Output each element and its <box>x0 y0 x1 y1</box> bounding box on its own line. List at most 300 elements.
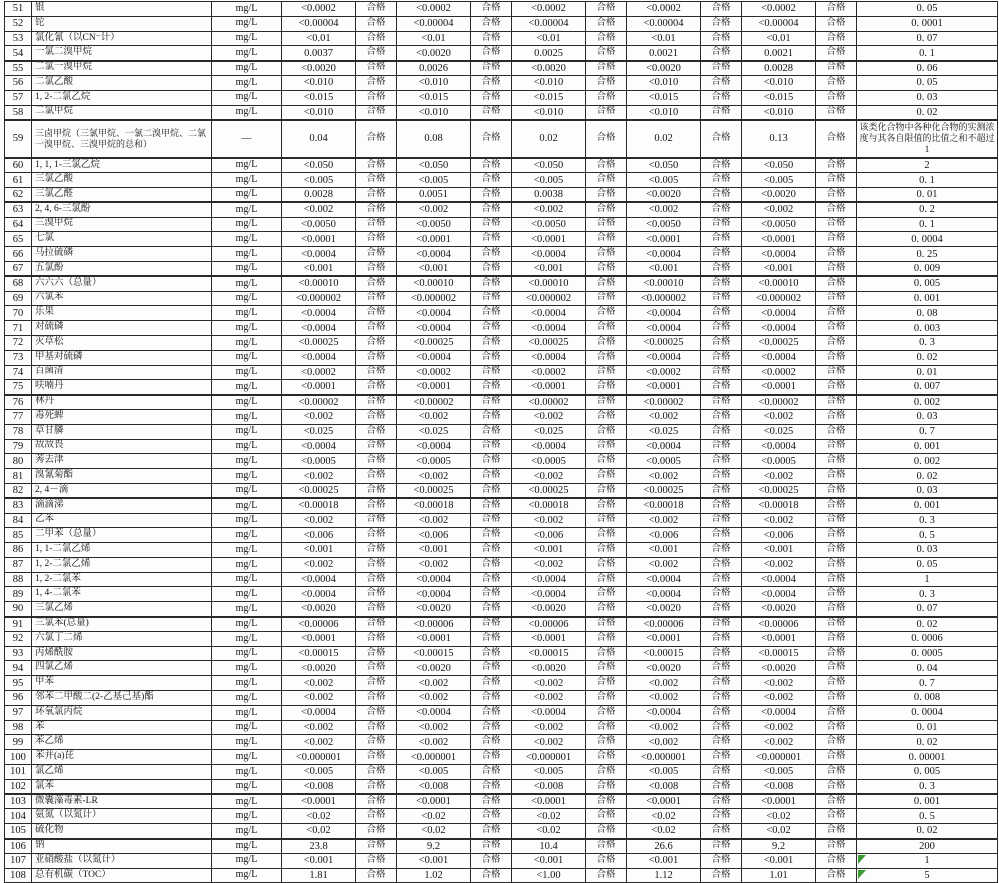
pass-result-cell: 合格 <box>701 365 742 380</box>
measured-value-cell: 0.02 <box>627 120 701 158</box>
measured-value-cell: <0.00002 <box>282 395 356 410</box>
pass-result-cell: 合格 <box>471 587 512 602</box>
unit-cell: mg/L <box>212 853 282 868</box>
pass-result-cell: 合格 <box>701 261 742 276</box>
pass-result-cell: 合格 <box>701 16 742 31</box>
pass-result-cell: 合格 <box>701 853 742 868</box>
measured-value-cell: 0.0026 <box>397 61 471 76</box>
measured-value-cell: 0.0051 <box>397 187 471 202</box>
pass-result-cell: 合格 <box>356 691 397 706</box>
pass-result-cell: 合格 <box>816 409 857 424</box>
measured-value-cell: <0.00004 <box>512 16 586 31</box>
row-number-cell: 103 <box>5 794 32 809</box>
measured-value-cell: <0.0004 <box>512 321 586 336</box>
measured-value-cell: <0.0004 <box>397 439 471 454</box>
limit-value-cell: 0. 3 <box>857 513 998 528</box>
measured-value-cell: <0.0004 <box>742 321 816 336</box>
parameter-name-cell: 2, 4－滴 <box>32 483 212 498</box>
pass-result-cell: 合格 <box>356 735 397 750</box>
measured-value-cell: <0.01 <box>397 31 471 46</box>
measured-value-cell: <0.001 <box>627 261 701 276</box>
parameter-name-cell: 四氯乙烯 <box>32 661 212 676</box>
parameter-name-cell: 1, 1-二氯乙烯 <box>32 543 212 558</box>
parameter-name-cell: 微囊藻毒素-LR <box>32 794 212 809</box>
limit-value-cell: 0. 02 <box>857 617 998 632</box>
measured-value-cell: <0.0050 <box>627 217 701 232</box>
limit-value-cell: 0. 007 <box>857 380 998 395</box>
unit-cell: mg/L <box>212 779 282 794</box>
pass-result-cell: 合格 <box>471 691 512 706</box>
measured-value-cell: <0.000001 <box>512 750 586 765</box>
pass-result-cell: 合格 <box>816 306 857 321</box>
measured-value-cell: <0.002 <box>627 735 701 750</box>
table-row <box>5 75 998 90</box>
measured-value-cell: <0.02 <box>282 824 356 839</box>
measured-value-cell: <0.000002 <box>397 291 471 306</box>
pass-result-cell: 合格 <box>471 469 512 484</box>
pass-result-cell: 合格 <box>701 483 742 498</box>
measured-value-cell: <0.002 <box>512 409 586 424</box>
parameter-name-cell: 一氯二溴甲烷 <box>32 46 212 61</box>
measured-value-cell: <0.0001 <box>512 794 586 809</box>
measured-value-cell: <0.001 <box>742 543 816 558</box>
parameter-name-cell: 铊 <box>32 16 212 31</box>
parameter-name-cell: 三卤甲烷（三氯甲烷、一氯二溴甲烷、二氯一溴甲烷、三溴甲烷的总和） <box>32 120 212 158</box>
pass-result-cell: 合格 <box>471 187 512 202</box>
pass-result-cell: 合格 <box>586 158 627 173</box>
limit-value-cell: 0. 01 <box>857 187 998 202</box>
pass-result-cell: 合格 <box>586 409 627 424</box>
measured-value-cell: <1.00 <box>512 868 586 883</box>
row-number-cell: 102 <box>5 779 32 794</box>
limit-value-cell: 0. 0006 <box>857 631 998 646</box>
table-row <box>5 750 998 765</box>
table-row <box>5 120 998 158</box>
pass-result-cell: 合格 <box>356 261 397 276</box>
pass-result-cell: 合格 <box>586 809 627 824</box>
measured-value-cell: <0.0020 <box>742 661 816 676</box>
pass-result-cell: 合格 <box>816 765 857 780</box>
measured-value-cell: <0.00010 <box>627 276 701 291</box>
measured-value-cell: <0.002 <box>627 202 701 217</box>
pass-result-cell: 合格 <box>356 572 397 587</box>
measured-value-cell: <0.002 <box>742 720 816 735</box>
pass-result-cell: 合格 <box>816 676 857 691</box>
measured-value-cell: <0.00010 <box>397 276 471 291</box>
limit-value-cell: 0. 05 <box>857 75 998 90</box>
row-number-cell: 77 <box>5 409 32 424</box>
table-row <box>5 61 998 76</box>
pass-result-cell: 合格 <box>701 513 742 528</box>
table-row <box>5 439 998 454</box>
measured-value-cell: <0.00006 <box>742 617 816 632</box>
row-number-cell: 51 <box>5 2 32 17</box>
pass-result-cell: 合格 <box>471 483 512 498</box>
parameter-name-cell: 苯乙烯 <box>32 735 212 750</box>
unit-cell: mg/L <box>212 424 282 439</box>
row-number-cell: 55 <box>5 61 32 76</box>
measured-value-cell: <0.02 <box>512 824 586 839</box>
pass-result-cell: 合格 <box>471 528 512 543</box>
measured-value-cell: <0.0001 <box>512 631 586 646</box>
table-row <box>5 661 998 676</box>
measured-value-cell: <0.00025 <box>627 335 701 350</box>
pass-result-cell: 合格 <box>816 202 857 217</box>
excel-error-marker-icon <box>858 870 866 879</box>
measured-value-cell: <0.010 <box>627 105 701 120</box>
measured-value-cell: <0.0004 <box>397 572 471 587</box>
measured-value-cell: <0.000002 <box>282 291 356 306</box>
parameter-name-cell: 滴滴涕 <box>32 498 212 513</box>
row-number-cell: 105 <box>5 824 32 839</box>
pass-result-cell: 合格 <box>471 661 512 676</box>
measured-value-cell: <0.00025 <box>282 483 356 498</box>
measured-value-cell: <0.0020 <box>282 661 356 676</box>
pass-result-cell: 合格 <box>701 765 742 780</box>
measured-value-cell: <0.002 <box>512 676 586 691</box>
pass-result-cell: 合格 <box>356 779 397 794</box>
pass-result-cell: 合格 <box>471 572 512 587</box>
pass-result-cell: 合格 <box>471 350 512 365</box>
measured-value-cell: <0.002 <box>742 557 816 572</box>
row-number-cell: 75 <box>5 380 32 395</box>
unit-cell: mg/L <box>212 469 282 484</box>
unit-cell: mg/L <box>212 720 282 735</box>
pass-result-cell: 合格 <box>701 439 742 454</box>
pass-result-cell: 合格 <box>701 839 742 854</box>
measured-value-cell: <0.00004 <box>627 16 701 31</box>
measured-value-cell: <0.0020 <box>282 61 356 76</box>
measured-value-cell: <0.0020 <box>397 602 471 617</box>
pass-result-cell: 合格 <box>471 247 512 262</box>
parameter-name-cell: 苯并(a)芘 <box>32 750 212 765</box>
table-row <box>5 824 998 839</box>
pass-result-cell: 合格 <box>701 158 742 173</box>
limit-value-cell: 1 <box>857 853 998 868</box>
pass-result-cell: 合格 <box>586 90 627 105</box>
pass-result-cell: 合格 <box>816 232 857 247</box>
measured-value-cell: <0.0004 <box>627 705 701 720</box>
row-number-cell: 87 <box>5 557 32 572</box>
table-row <box>5 261 998 276</box>
parameter-name-cell: 苯 <box>32 720 212 735</box>
parameter-name-cell: 敌敌畏 <box>32 439 212 454</box>
pass-result-cell: 合格 <box>701 350 742 365</box>
measured-value-cell: <0.0020 <box>742 602 816 617</box>
table-row <box>5 380 998 395</box>
measured-value-cell: <0.01 <box>742 31 816 46</box>
measured-value-cell: <0.0002 <box>627 2 701 17</box>
table-row <box>5 90 998 105</box>
parameter-name-cell: 硫化物 <box>32 824 212 839</box>
unit-cell: mg/L <box>212 409 282 424</box>
pass-result-cell: 合格 <box>701 335 742 350</box>
table-row <box>5 646 998 661</box>
table-row <box>5 187 998 202</box>
row-number-cell: 89 <box>5 587 32 602</box>
pass-result-cell: 合格 <box>701 794 742 809</box>
pass-result-cell: 合格 <box>356 587 397 602</box>
measured-value-cell: <0.010 <box>512 105 586 120</box>
pass-result-cell: 合格 <box>471 557 512 572</box>
pass-result-cell: 合格 <box>586 602 627 617</box>
measured-value-cell: <0.01 <box>282 31 356 46</box>
limit-value-cell: 0. 002 <box>857 395 998 410</box>
measured-value-cell: <0.0002 <box>627 365 701 380</box>
measured-value-cell: <0.00015 <box>282 646 356 661</box>
pass-result-cell: 合格 <box>701 424 742 439</box>
pass-result-cell: 合格 <box>586 528 627 543</box>
pass-result-cell: 合格 <box>816 321 857 336</box>
unit-cell: mg/L <box>212 765 282 780</box>
row-number-cell: 70 <box>5 306 32 321</box>
pass-result-cell: 合格 <box>701 705 742 720</box>
measured-value-cell: <0.0001 <box>742 631 816 646</box>
row-number-cell: 108 <box>5 868 32 883</box>
measured-value-cell: <0.00006 <box>397 617 471 632</box>
pass-result-cell: 合格 <box>586 261 627 276</box>
measured-value-cell: <0.00025 <box>512 335 586 350</box>
pass-result-cell: 合格 <box>356 853 397 868</box>
pass-result-cell: 合格 <box>471 809 512 824</box>
row-number-cell: 72 <box>5 335 32 350</box>
pass-result-cell: 合格 <box>356 217 397 232</box>
measured-value-cell: <0.001 <box>742 261 816 276</box>
pass-result-cell: 合格 <box>356 90 397 105</box>
pass-result-cell: 合格 <box>586 217 627 232</box>
pass-result-cell: 合格 <box>471 750 512 765</box>
measured-value-cell: <0.015 <box>282 90 356 105</box>
row-number-cell: 61 <box>5 173 32 188</box>
limit-value-cell: 0. 02 <box>857 735 998 750</box>
pass-result-cell: 合格 <box>701 232 742 247</box>
limit-value-cell: 0. 001 <box>857 291 998 306</box>
unit-cell: mg/L <box>212 498 282 513</box>
limit-value-cell: 0. 0001 <box>857 16 998 31</box>
table-row <box>5 232 998 247</box>
measured-value-cell: <0.005 <box>742 173 816 188</box>
measured-value-cell: <0.0001 <box>282 380 356 395</box>
pass-result-cell: 合格 <box>586 691 627 706</box>
pass-result-cell: 合格 <box>586 661 627 676</box>
measured-value-cell: <0.0020 <box>627 602 701 617</box>
pass-result-cell: 合格 <box>356 424 397 439</box>
pass-result-cell: 合格 <box>356 2 397 17</box>
parameter-name-cell: 总有机碳（TOC） <box>32 868 212 883</box>
pass-result-cell: 合格 <box>816 646 857 661</box>
unit-cell: mg/L <box>212 173 282 188</box>
pass-result-cell: 合格 <box>356 187 397 202</box>
parameter-name-cell: 溴氰菊酯 <box>32 469 212 484</box>
pass-result-cell: 合格 <box>356 247 397 262</box>
pass-result-cell: 合格 <box>586 202 627 217</box>
unit-cell: mg/L <box>212 676 282 691</box>
pass-result-cell: 合格 <box>816 365 857 380</box>
measured-value-cell: <0.010 <box>397 105 471 120</box>
table-row <box>5 572 998 587</box>
limit-value-cell: 0. 001 <box>857 498 998 513</box>
parameter-name-cell: 六六六（总量） <box>32 276 212 291</box>
pass-result-cell: 合格 <box>586 454 627 469</box>
table-row <box>5 839 998 854</box>
measured-value-cell: <0.0001 <box>397 380 471 395</box>
measured-value-cell: <0.0005 <box>397 454 471 469</box>
pass-result-cell: 合格 <box>586 380 627 395</box>
measured-value-cell: <0.00018 <box>397 498 471 513</box>
measured-value-cell: <0.00002 <box>397 395 471 410</box>
pass-result-cell: 合格 <box>586 46 627 61</box>
measured-value-cell: <0.0004 <box>397 587 471 602</box>
limit-value-cell: 5 <box>857 868 998 883</box>
measured-value-cell: <0.0005 <box>627 454 701 469</box>
pass-result-cell: 合格 <box>356 469 397 484</box>
pass-result-cell: 合格 <box>701 31 742 46</box>
measured-value-cell: <0.001 <box>282 853 356 868</box>
limit-value-cell: 0. 003 <box>857 321 998 336</box>
pass-result-cell: 合格 <box>701 646 742 661</box>
measured-value-cell: <0.000001 <box>282 750 356 765</box>
row-number-cell: 88 <box>5 572 32 587</box>
measured-value-cell: <0.010 <box>282 105 356 120</box>
unit-cell: mg/L <box>212 2 282 17</box>
limit-value-cell: 200 <box>857 839 998 854</box>
table-row <box>5 16 998 31</box>
row-number-cell: 60 <box>5 158 32 173</box>
pass-result-cell: 合格 <box>586 646 627 661</box>
pass-result-cell: 合格 <box>356 335 397 350</box>
unit-cell: mg/L <box>212 735 282 750</box>
pass-result-cell: 合格 <box>816 335 857 350</box>
measured-value-cell: <0.0005 <box>742 454 816 469</box>
measured-value-cell: <0.002 <box>282 469 356 484</box>
measured-value-cell: <0.00025 <box>512 483 586 498</box>
measured-value-cell: <0.0020 <box>742 187 816 202</box>
row-number-cell: 67 <box>5 261 32 276</box>
limit-value-cell: 0. 03 <box>857 90 998 105</box>
pass-result-cell: 合格 <box>816 602 857 617</box>
row-number-cell: 93 <box>5 646 32 661</box>
row-number-cell: 83 <box>5 498 32 513</box>
unit-cell: mg/L <box>212 691 282 706</box>
pass-result-cell: 合格 <box>471 779 512 794</box>
measured-value-cell: <0.001 <box>512 853 586 868</box>
pass-result-cell: 合格 <box>586 765 627 780</box>
unit-cell: mg/L <box>212 158 282 173</box>
pass-result-cell: 合格 <box>586 439 627 454</box>
measured-value-cell: <0.00025 <box>627 483 701 498</box>
pass-result-cell: 合格 <box>471 61 512 76</box>
measured-value-cell: <0.0002 <box>282 2 356 17</box>
pass-result-cell: 合格 <box>701 173 742 188</box>
table-row <box>5 291 998 306</box>
pass-result-cell: 合格 <box>471 232 512 247</box>
table-row <box>5 2 998 17</box>
pass-result-cell: 合格 <box>816 691 857 706</box>
pass-result-cell: 合格 <box>816 853 857 868</box>
measured-value-cell: <0.000002 <box>512 291 586 306</box>
pass-result-cell: 合格 <box>356 31 397 46</box>
measured-value-cell: <0.0004 <box>512 705 586 720</box>
pass-result-cell: 合格 <box>816 173 857 188</box>
measured-value-cell: <0.002 <box>627 513 701 528</box>
pass-result-cell: 合格 <box>356 528 397 543</box>
unit-cell: mg/L <box>212 31 282 46</box>
row-number-cell: 100 <box>5 750 32 765</box>
row-number-cell: 76 <box>5 395 32 410</box>
row-number-cell: 99 <box>5 735 32 750</box>
measured-value-cell: <0.002 <box>397 720 471 735</box>
parameter-name-cell: 1, 2-二氯乙烷 <box>32 90 212 105</box>
unit-cell: mg/L <box>212 232 282 247</box>
measured-value-cell: <0.0004 <box>282 439 356 454</box>
pass-result-cell: 合格 <box>816 661 857 676</box>
measured-value-cell: <0.0004 <box>282 321 356 336</box>
parameter-name-cell: 乙苯 <box>32 513 212 528</box>
pass-result-cell: 合格 <box>356 439 397 454</box>
measured-value-cell: 10.4 <box>512 839 586 854</box>
measured-value-cell: <0.015 <box>742 90 816 105</box>
measured-value-cell: <0.002 <box>282 720 356 735</box>
pass-result-cell: 合格 <box>816 720 857 735</box>
pass-result-cell: 合格 <box>586 321 627 336</box>
pass-result-cell: 合格 <box>356 543 397 558</box>
limit-value-cell: 0. 7 <box>857 424 998 439</box>
measured-value-cell: 0.0021 <box>627 46 701 61</box>
results-table-body <box>5 2 998 883</box>
pass-result-cell: 合格 <box>701 528 742 543</box>
measured-value-cell: <0.005 <box>397 173 471 188</box>
measured-value-cell: 0.02 <box>512 120 586 158</box>
table-row <box>5 173 998 188</box>
row-number-cell: 90 <box>5 602 32 617</box>
measured-value-cell: <0.002 <box>742 469 816 484</box>
measured-value-cell: <0.006 <box>627 528 701 543</box>
limit-value-cell: 0. 001 <box>857 439 998 454</box>
unit-cell: mg/L <box>212 646 282 661</box>
measured-value-cell: <0.00015 <box>512 646 586 661</box>
measured-value-cell: 1.81 <box>282 868 356 883</box>
pass-result-cell: 合格 <box>586 794 627 809</box>
measured-value-cell: <0.001 <box>282 543 356 558</box>
measured-value-cell: <0.002 <box>742 691 816 706</box>
parameter-name-cell: 钠 <box>32 839 212 854</box>
measured-value-cell: <0.02 <box>512 809 586 824</box>
measured-value-cell: <0.00010 <box>282 276 356 291</box>
measured-value-cell: <0.000002 <box>627 291 701 306</box>
measured-value-cell: <0.002 <box>397 691 471 706</box>
measured-value-cell: <0.050 <box>627 158 701 173</box>
limit-value-cell: 0. 7 <box>857 676 998 691</box>
pass-result-cell: 合格 <box>471 454 512 469</box>
table-row <box>5 498 998 513</box>
pass-result-cell: 合格 <box>701 75 742 90</box>
table-row <box>5 809 998 824</box>
row-number-cell: 94 <box>5 661 32 676</box>
pass-result-cell: 合格 <box>701 202 742 217</box>
parameter-name-cell: 二氯甲烷 <box>32 105 212 120</box>
parameter-name-cell: 乐果 <box>32 306 212 321</box>
pass-result-cell: 合格 <box>816 779 857 794</box>
pass-result-cell: 合格 <box>701 380 742 395</box>
measured-value-cell: <0.0004 <box>282 572 356 587</box>
unit-cell: mg/L <box>212 217 282 232</box>
pass-result-cell: 合格 <box>471 365 512 380</box>
pass-result-cell: 合格 <box>471 46 512 61</box>
unit-cell: mg/L <box>212 105 282 120</box>
measured-value-cell: <0.0020 <box>627 61 701 76</box>
pass-result-cell: 合格 <box>701 217 742 232</box>
pass-result-cell: 合格 <box>816 824 857 839</box>
